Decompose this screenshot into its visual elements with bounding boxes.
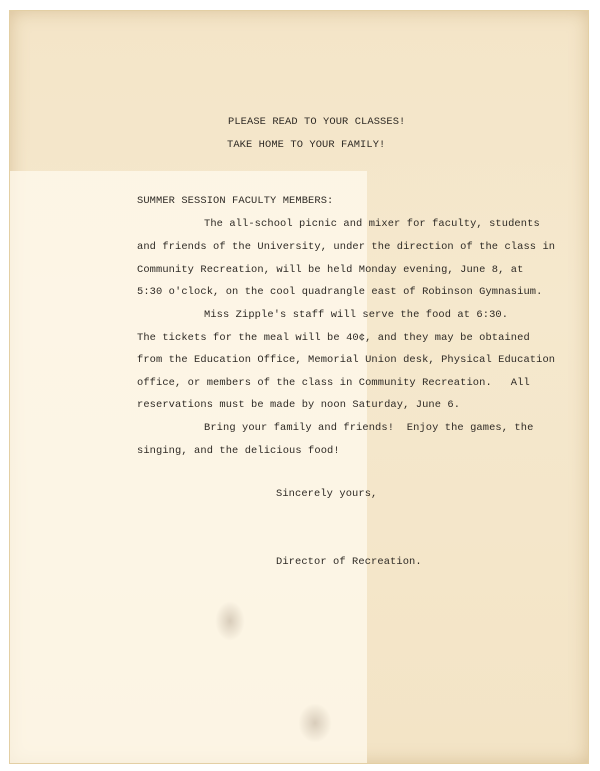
heading-line-2: TAKE HOME TO YOUR FAMILY! [227, 139, 386, 151]
closing: Sincerely yours, [276, 488, 378, 500]
paragraph-2-line: office, or members of the class in Community Recreation. All [137, 377, 530, 389]
smudge-mark [215, 601, 245, 641]
paragraph-2-line: The tickets for the meal will be 40¢, and they may be obtained [137, 332, 530, 344]
pale-paper-patch [10, 171, 367, 763]
paragraph-3-line: Bring your family and friends! Enjoy the games, the [204, 422, 534, 434]
paragraph-3-line: singing, and the delicious food! [137, 445, 340, 457]
paragraph-1-line: 5:30 o'clock, on the cool quadrangle east of Robinson Gymnasium. [137, 286, 543, 298]
paragraph-2-line: from the Education Office, Memorial Union desk, Physical Education [137, 354, 556, 366]
signature: Director of Recreation. [276, 556, 422, 568]
salutation: SUMMER SESSION FACULTY MEMBERS: [137, 195, 334, 207]
paragraph-1-line: and friends of the University, under the direction of the class in [137, 241, 556, 253]
paragraph-1-line: Community Recreation, will be held Monday evening, June 8, at [137, 264, 524, 276]
paragraph-2-line: reservations must be made by noon Saturday, June 6. [137, 399, 461, 411]
paragraph-2-line: Miss Zipple's staff will serve the food at 6:30. [204, 309, 509, 321]
paragraph-1-line: The all-school picnic and mixer for faculty, students [204, 218, 540, 230]
smudge-mark [298, 703, 332, 743]
heading-line-1: PLEASE READ TO YOUR CLASSES! [228, 116, 406, 128]
